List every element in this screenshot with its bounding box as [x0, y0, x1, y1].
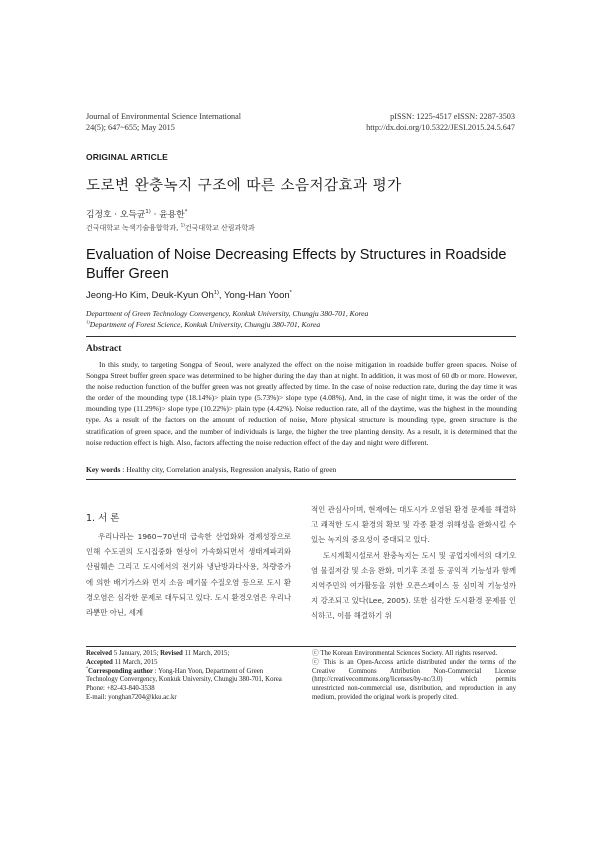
korean-title: 도로변 완충녹지 구조에 따른 소음저감효과 평가 [86, 178, 402, 194]
korean-affiliation-2: 건국대학교 산림과학과 [184, 224, 255, 232]
korean-authors-main: 김정호 · 오득균 [86, 210, 146, 220]
email[interactable]: E-mail: yonghan7204@kku.ac.kr [86, 693, 177, 701]
divider-bottom [86, 479, 516, 480]
article-type: ORIGINAL ARTICLE [86, 152, 168, 162]
accepted-label: Accepted [86, 658, 113, 666]
revised-label: Revised [160, 650, 183, 657]
journal-header-left [86, 111, 241, 133]
issn: pISSN: 1225-4517 eISSN: 2287-3503 [390, 112, 515, 121]
footnote-left [86, 650, 286, 703]
footnote-divider [86, 646, 516, 647]
affiliation-2: Department of Forest Science, Konkuk University, Chungju 380-701, Korea [89, 320, 321, 329]
divider-top [86, 336, 516, 337]
corresponding-text: : Yong-Han Yoon, Department of Green Technology Convergency, Konkuk University, Chungju 380-701, Korea [86, 667, 282, 684]
korean-affiliation: 건국대학교 녹색기술융합학과, $^{1)}$건국대학교 산림과학과 [86, 222, 255, 232]
english-author-last: , Yong-Han Yoon [218, 290, 290, 301]
korean-author-last: · 윤용한 [150, 210, 185, 220]
accepted-date: 11 March, 2015 [112, 658, 158, 666]
journal-header-right [366, 111, 515, 133]
phone: Phone: +82-43-840-3538 [86, 685, 155, 693]
volume-info: 24(5); 647~655; May 2015 [86, 123, 175, 132]
keywords [86, 465, 336, 474]
left-column [86, 529, 291, 620]
right-column-paragraph-2: 도시계획시설로서 완충녹지는 도시 및 공업지에서의 대기오염 물질저감 및 소음 완화, 미기후 조절 등 공익적 기능성과 함께 지역주민의 여가활동을 위한 오픈스페이스 등 심미적 기능성까지 강조되고 있다(Lee, 2005). 또한 심각한 도시환경 문제를 인식하고, 이를 해결하기 위 [311, 550, 516, 621]
left-column-paragraph: 우리나라는 1960~70년대 급속한 산업화와 경제성장으로 인해 수도권의 도시집중화 현상이 가속화되면서 생태계파괴와 산림훼손 그리고 도시에서의 전기와 냉난방과다사용, 차량증가에 의한 배기가스와 먼지 소음 폐기물 수질오염 등으로 도시 환경오염은 심각한 문제로 대두되고 있다. 도시 환경오염은 우리나라뿐만 아닌, 세계 [86, 532, 291, 618]
corresponding-label: Corresponding author [88, 667, 154, 675]
keywords-label: Key words [86, 465, 121, 474]
received-line [86, 650, 286, 659]
section-heading-intro: 1. 서 론 [86, 513, 120, 524]
journal-name: Journal of Environmental Science International [86, 112, 242, 121]
doi-link[interactable]: http://dx.doi.org/10.5322/JESI.2015.24.5.647 [366, 123, 515, 132]
right-column-paragraph-1: 적인 관심사이며, 현재에는 대도시가 오염된 환경 문제를 해결하고 쾌적한 도시 환경의 확보 및 각종 환경 위해성을 완화시킬 수 있는 녹지의 중요성이 증대되고 있다. [311, 505, 516, 545]
abstract-text: In this study, to targeting Songpa of Seoul, were analyzed the effect on the noise mitigation in roadside buffer green spaces. Noise of Songpa Street buffer green space was determined to be higher during the day than at night. In addition, it was most of 60 db or more. However, the noise reduction function of the buffer green was not greatly affected by time. In the case of noise reduction rate, during the day time it was the order of the mounding type (18.14%)> plain type (5.73%)> slope type (4.08%), And, in the case of night time, it was the order of the mounding type (11.29%)> slope type (10.22%)> plain type (4.42%). Noise reduction rate, all of the daytime, was the highest in the mounding type. As a result of the factors on the amount of reduction of noise, More physical structure is mounding type, green structure is the stratification of green space, and the number of individuals is large, the higher the tree planting density. As a result, it is determined that the noise reduction effect is high. Also, factors affecting the noise reduction effect of the day and night were different. [86, 360, 517, 447]
affiliation-1: Department of Green Technology Convergency, Konkuk University, Chungju 380-701, Korea [86, 309, 369, 318]
abstract-heading: Abstract [86, 344, 122, 354]
accepted-line [86, 659, 286, 668]
english-title: Evaluation of Noise Decreasing Effects by Structures in Roadside Buffer Green [86, 247, 507, 282]
copyright-notice: ⓒ The Korean Environmental Sciences Society. All rights reserved. [312, 650, 498, 657]
footnote-right [312, 650, 516, 703]
received-label: Received [86, 650, 113, 657]
korean-affiliation-1: 건국대학교 녹색기술융합학과, [86, 224, 181, 232]
received-date: 5 January, 2015; [112, 650, 161, 657]
corresponding-author: *Corresponding author : Yong-Han Yoon, Department of Green Technology Convergency, Konkuk University, Chungju 380-701, Korea [86, 665, 282, 684]
keywords-text: : Healthy city, Correlation analysis, Regression analysis, Ratio of green [120, 465, 337, 474]
english-affiliations [86, 308, 368, 330]
english-authors: Jeong-Ho Kim, Deuk-Kyun Oh$^{1)}$, Yong-Han Yoon* [86, 289, 292, 301]
revised-date: 11 March, 2015; [182, 650, 230, 657]
open-access-notice: ⓒ This is an Open-Access article distributed under the terms of the Creative Commons Attribution Non-Commercial License (http://creativecommons.org/licenses/by-nc/3.0) which permits unrestricted non-commercial use, distribution, and reproduction in any medium, provided the original work is properly cited. [312, 658, 516, 701]
english-authors-main: Jeong-Ho Kim, Deuk-Kyun Oh [86, 290, 214, 301]
right-column [311, 502, 516, 624]
korean-authors: 김정호 · 오득균$^{1)}$ · 윤용한* [86, 209, 188, 220]
affiliation-2-line: $^{1)}$Department of Forest Science, Konkuk University, Chungju 380-701, Korea [86, 319, 321, 329]
